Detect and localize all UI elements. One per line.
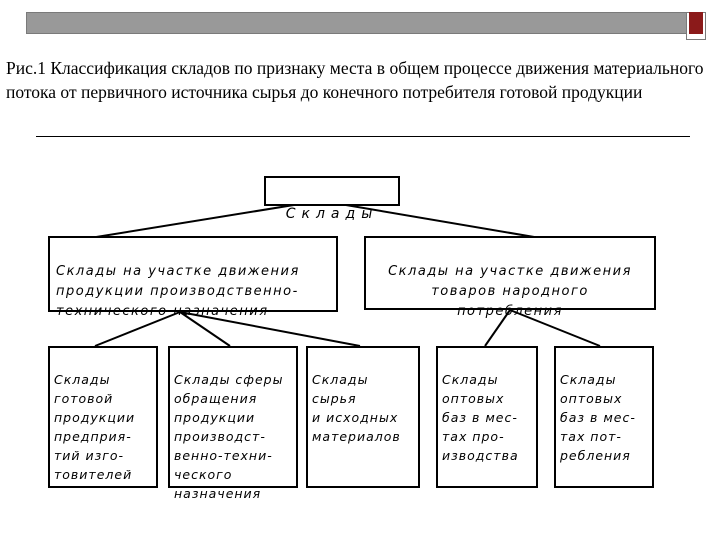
node-wholesale-production bbox=[436, 346, 538, 488]
node-raw-materials-label: Склады сырья и исходных материалов bbox=[312, 372, 401, 444]
node-production-warehouses-label: Склады на участке движения продукции производственно- технического назначения bbox=[56, 264, 300, 319]
node-circulation-sphere-label: Склады сферы обращения продукции производст- венно-техни- ческого назначения bbox=[174, 372, 284, 501]
node-production-warehouses bbox=[48, 236, 338, 319]
node-raw-materials bbox=[306, 346, 420, 488]
node-consumer-goods-warehouses-label: Склады на участке движения товаров народного потребления bbox=[388, 264, 632, 319]
node-wholesale-consumption bbox=[554, 346, 654, 488]
node-wholesale-production-label: Склады оптовых баз в мес- тах про- изводства bbox=[442, 372, 519, 463]
figure-caption: Рис.1 Классификация складов по признаку места в общем процессе движения материального потока от первичного источника сырья до конечного потребителя готовой продукции bbox=[6, 58, 704, 102]
root-node-label: Склады bbox=[285, 206, 379, 222]
node-finished-goods-label: Склады готовой продукции предприя- тий изго- товителей bbox=[54, 372, 136, 482]
node-circulation-sphere bbox=[168, 346, 298, 501]
node-finished-goods bbox=[48, 346, 158, 488]
root-node bbox=[264, 176, 400, 222]
node-consumer-goods-warehouses bbox=[364, 236, 656, 319]
node-wholesale-consumption-label: Склады оптовых баз в мес- тах пот- ребления bbox=[560, 372, 636, 463]
connector-root-left bbox=[90, 204, 300, 238]
